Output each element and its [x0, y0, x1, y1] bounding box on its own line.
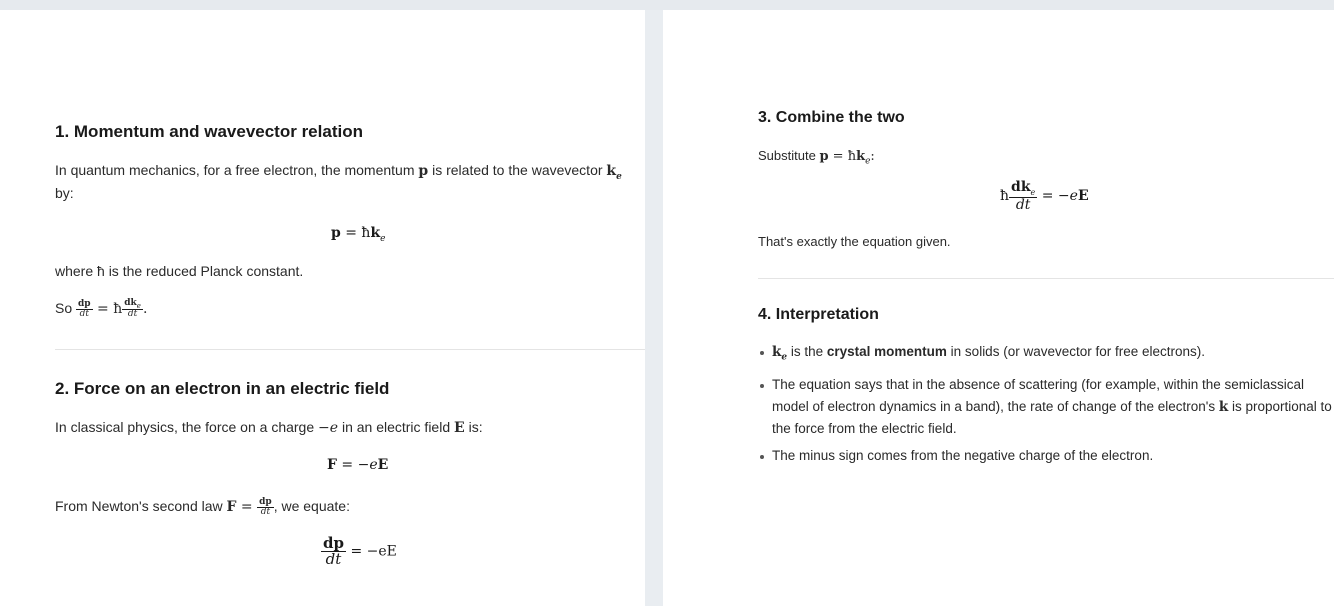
section-1-intro: In quantum mechanics, for a free electron, the momentum p is related to the wavevector $k_e$: [55, 162, 622, 182]
section-divider-right: [758, 278, 1334, 279]
window-top-bar: [0, 0, 1334, 10]
section-2-newton: From Newton's second law F = $\frac{dp}{dt}$ , we equate:: [55, 496, 350, 517]
left-response-panel: [0, 10, 645, 606]
symbol-k: $k_e$: [606, 163, 622, 182]
section-1-so-line: So $\frac{dp}{dt}$ = ħ $\frac{dk_e}{dt}$ .: [55, 297, 148, 320]
equation-combined: ħ $\frac{dk_e}{dt}$ = −eE: [1000, 179, 1089, 213]
interpretation-list: [758, 341, 1333, 472]
list-item: $k_e$ is the crystal momentum in solids (or wavevector for free electrons).: [758, 341, 1333, 369]
equation-dpdt: $\frac{dp}{dt}$ = −eE: [323, 534, 397, 568]
section-3-heading: 3. Combine the two: [758, 109, 905, 126]
section-2-intro: In classical physics, the force on a charge −e in an electric field E is:: [55, 419, 483, 436]
section-divider: [55, 349, 645, 350]
section-1-where: where ħ is the reduced Planck constant.: [55, 263, 304, 279]
section-2-heading: 2. Force on an electron in an electric field: [55, 379, 390, 398]
equation-p-hbar-k: $p = ħk_e$: [331, 225, 386, 244]
list-item: The equation says that in the absence of scattering (for example, within the semiclassical model of electron dynamics in a band), the rate of change of the electron's k is proportional to the force from the electric field.: [758, 374, 1333, 440]
equation-force: F = −eE: [327, 457, 389, 473]
symbol-p: p: [418, 163, 429, 179]
section-3-given: That's exactly the equation given.: [758, 234, 951, 249]
list-item: The minus sign comes from the negative charge of the electron.: [758, 445, 1333, 467]
section-3-substitute: Substitute $p = ħk_e$:: [758, 148, 875, 167]
right-response-panel: [663, 10, 1334, 606]
section-1-heading: 1. Momentum and wavevector relation: [55, 122, 363, 141]
section-1-intro-cont: by:: [55, 185, 74, 201]
section-4-heading: 4. Interpretation: [758, 306, 879, 323]
